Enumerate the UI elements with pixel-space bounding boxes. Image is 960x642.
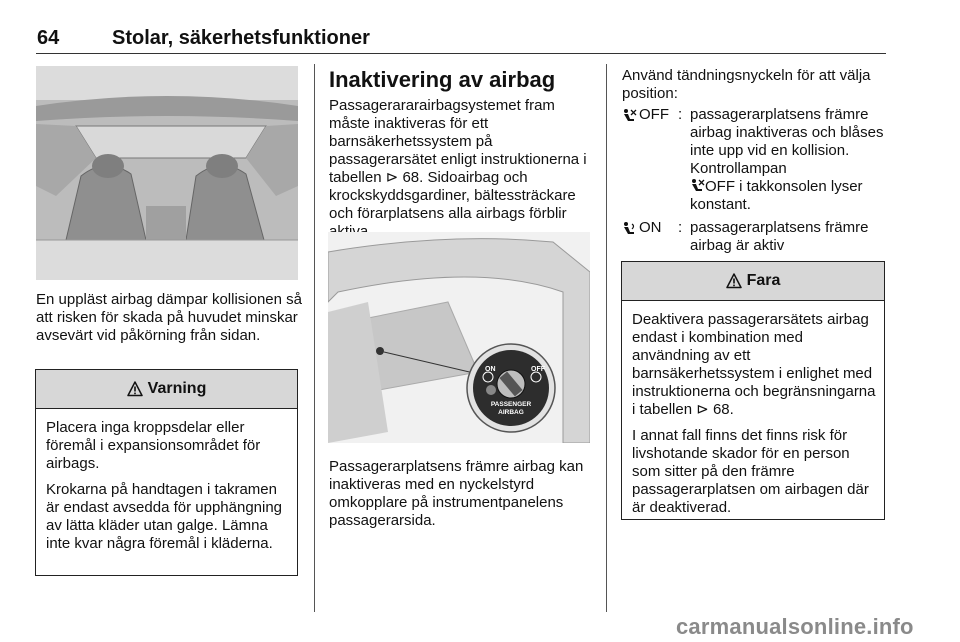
- danger-paragraph: I annat fall finns det finns risk för livshotande skador för en person som sitter på den främre passagerarplatsen om airbagen där är deaktiverad.: [632, 427, 869, 516]
- airbag-off-icon: [690, 178, 705, 193]
- position-description: passagerarplatsens främre airbag inaktiveras och blåses inte upp vid en kollision. Kontrollampan OFF i takkonsolen lyser konstant.: [690, 106, 884, 213]
- position-term: [622, 219, 678, 237]
- danger-box: [621, 261, 885, 520]
- danger-paragraph: Deaktivera passagerarsätets airbag endast i kombination med användning av ett barnsäkerhetssystem i enlighet med instruktionerna och begränsningarna i tabellen ⊳ 68.: [632, 311, 876, 418]
- deactivation-intro: Passagerararairbagsystemet fram måste inaktiveras för ett barnsäkerhetssystem på passagerarsätet enligt instruktionerna i tabellen ⊳ 68. Sidoairbag och krockskyddsgardiner, bältessträckare och förarplatsens alla airbags förblir: [329, 97, 587, 222]
- position-intro: Använd tändningsnyckeln för att välja position:: [622, 67, 871, 102]
- page-title: Stolar, säkerhetsfunktioner: [112, 27, 370, 49]
- section-heading: Inaktivering av airbag: [329, 67, 556, 92]
- switch-on-label: ON: [485, 366, 496, 373]
- page-number: 64: [37, 27, 60, 49]
- danger-header: [622, 262, 884, 301]
- switch-off-label: OFF: [531, 366, 545, 373]
- position-label: OFF: [639, 106, 669, 123]
- switch-airbag-label: AIRBAG: [498, 409, 524, 416]
- airbag-on-icon: [622, 221, 637, 236]
- position-label: ON: [639, 219, 662, 236]
- position-list: [622, 106, 890, 255]
- airbag-off-icon: [622, 108, 637, 123]
- position-description: passagerarplatsens främre airbag är aktiv: [690, 219, 869, 254]
- position-row-off: OFF : passagerarplatsens främre airbag inaktiveras och blåses inte upp vid en kollision. Kontrollampan OFF i takkonsolen lyser konstant.: [622, 106, 890, 219]
- warning-paragraph: Placera inga kroppsdelar eller föremål i expansionsområdet för airbags.: [46, 419, 261, 472]
- warning-paragraph: Krokarna på handtagen i takramen är endast avsedda för upphängning av lätta kläder utan galge. Lämna inte kvar några föremål i kläderna.: [46, 481, 283, 552]
- key-switch-photo: [328, 232, 590, 443]
- warning-header: [36, 370, 297, 409]
- danger-body: [622, 301, 884, 517]
- column-divider: [606, 64, 607, 612]
- danger-title: Fara: [746, 272, 781, 289]
- warning-triangle-icon: [127, 381, 143, 397]
- position-row-on: ON : passagerarplatsens främre airbag är aktiv: [622, 219, 890, 255]
- key-switch-caption: Passagerarplatsens främre airbag kan inaktiveras med en nyckelstyrd omkopplare på instrumentpanelens passagerarsida.: [329, 458, 584, 529]
- warning-box: [35, 369, 298, 576]
- column-divider: [314, 64, 315, 612]
- curtain-airbag-photo: [36, 66, 298, 280]
- warning-body: [36, 409, 297, 553]
- warning-triangle-icon: [726, 273, 742, 289]
- header-rule: [36, 53, 886, 54]
- switch-passenger-label: PASSENGER: [490, 401, 532, 408]
- warning-title: Varning: [147, 380, 207, 397]
- position-term: [622, 106, 678, 124]
- watermark: carmanualsonline.info: [676, 614, 914, 639]
- airbag-caption: En uppläst airbag dämpar kollisionen så att risken för skada på huvudet minskar avsevärt vid påkörning från sidan.: [36, 291, 302, 344]
